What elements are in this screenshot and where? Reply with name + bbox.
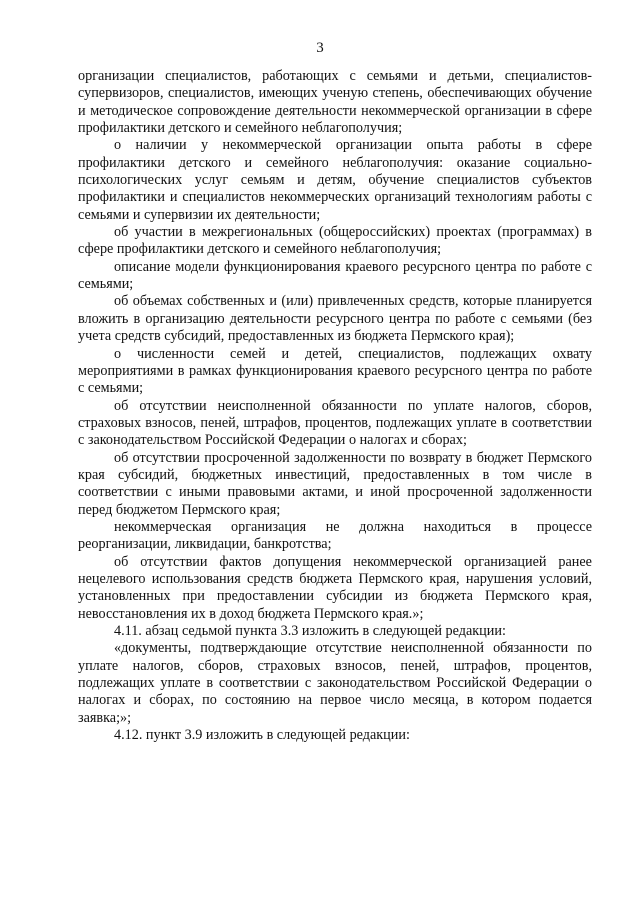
paragraph-2: о наличии у некоммерческой организации опыта работы в сфере профилактики детского и семейного неблагополучия: оказание социально-психологических услуг семьям и детям, обучение специалистов субъектов профилактики и специалистов некоммерческих организаций технологиям работы с семьями и супервизии их деятельности;: [78, 137, 592, 223]
page-number: 3: [316, 40, 324, 56]
paragraph-7: об отсутствии неисполненной обязанности по уплате налогов, сборов, страховых взносов, пеней, штрафов, процентов, подлежащих уплате в соответствии с законодательством Российской Федерации о налогах и сборах;: [78, 397, 592, 449]
paragraph-3: об участии в межрегиональных (общероссийских) проектах (программах) в сфере профилактики детского и семейного неблагополучия;: [78, 224, 592, 258]
paragraph-11: 4.11. абзац седьмой пункта 3.3 изложить в следующей редакции:: [114, 623, 506, 639]
paragraph-1: организации специалистов, работающих с семьями и детьми, специалистов-супервизоров, специалистов, имеющих ученую степень, обеспечивающих обучение и методическое сопровождение деятельности некоммерческой организации в сфере профилактики детского и семейного неблагополучия;: [78, 68, 592, 137]
paragraph-5: об объемах собственных и (или) привлеченных средств, которые планируется вложить в организацию деятельности ресурсного центра по работе с семьями (без учета средств субсидий, предоставленных из бюджета Пермского края);: [78, 293, 592, 345]
paragraph-10: об отсутствии фактов допущения некоммерческой организацией ранее нецелевого использования средств бюджета Пермского края, нарушения условий, установленных при предоставлении субсидии из бюджета Пермского края, невосстановления их в доход бюджета Пермского края.»;: [78, 553, 592, 622]
paragraph-12: «документы, подтверждающие отсутствие неисполненной обязанности по уплате налогов, сборов, страховых взносов, пеней, штрафов, процентов, подлежащих уплате в соответствии с законодательством Российской Федерации о налогах и сборах, по состоянию на первое число месяца, в котором подается заявка;»;: [78, 640, 592, 726]
paragraph-13: 4.12. пункт 3.9 изложить в следующей редакции:: [114, 727, 410, 744]
document-body: [78, 68, 592, 744]
paragraph-6: о численности семей и детей, специалистов, подлежащих охвату мероприятиями в рамках функционирования краевого ресурсного центра по работе с семьями;: [78, 345, 592, 397]
paragraph-8: об отсутствии просроченной задолженности по возврату в бюджет Пермского края субсидий, бюджетных инвестиций, предоставленных в том числе в соответствии с иными правовыми актами, и иной просроченной задолженности перед бюджетом Пермского края;: [78, 449, 592, 518]
paragraph-9: некоммерческая организация не должна находиться в процессе реорганизации, ликвидации, банкротства;: [78, 518, 592, 553]
paragraph-4: описание модели функционирования краевого ресурсного центра по работе с семьями;: [78, 258, 592, 293]
